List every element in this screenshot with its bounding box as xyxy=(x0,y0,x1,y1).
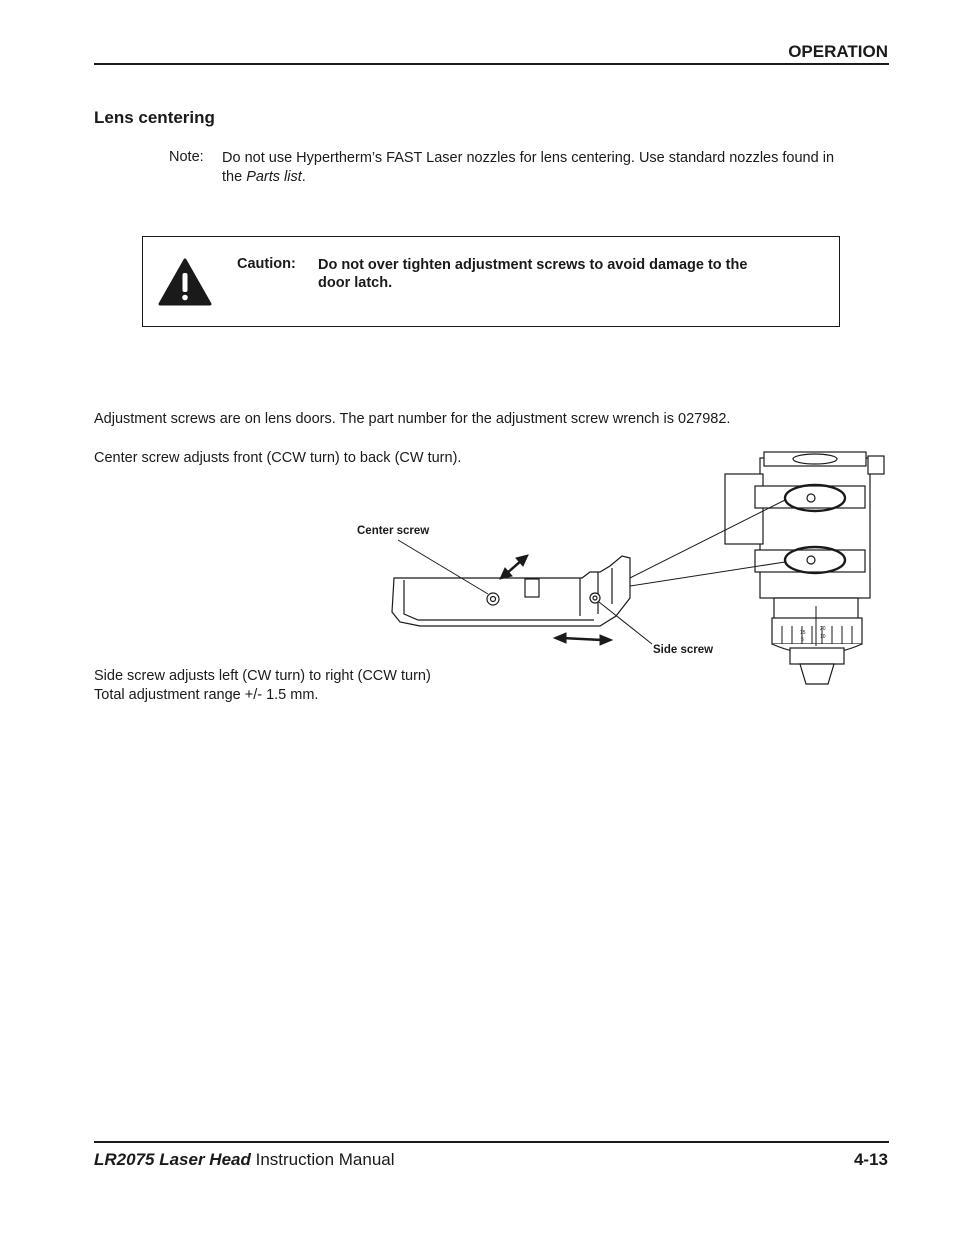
caution-line-2: door latch. xyxy=(318,275,393,291)
page-number: 4-13 xyxy=(853,1150,888,1169)
paragraph-center-screw: Center screw adjusts front (CCW turn) to back (CW turn). xyxy=(94,450,462,466)
paragraph-side-screw: Side screw adjusts left (CW turn) to right (CCW turn) xyxy=(94,668,431,684)
scale-label-15: 15 xyxy=(800,630,806,636)
scale-label-20: 20 xyxy=(820,626,826,632)
note-line-1: Do not use Hypertherm’s FAST Laser nozzles for lens centering. Use standard nozzles found in xyxy=(222,150,835,166)
side-screw-label: Side screw xyxy=(653,644,714,656)
caution-line-1: Do not over tighten adjustment screws to avoid damage to the xyxy=(318,257,748,273)
footer-manual: Instruction Manual xyxy=(255,1150,395,1169)
center-screw-label: Center screw xyxy=(357,525,430,537)
paragraph-adjustment-range: Total adjustment range +/- 1.5 mm. xyxy=(94,687,319,703)
footer-rule xyxy=(94,1141,889,1143)
section-title: OPERATION xyxy=(788,42,888,61)
note-line-2: the Parts list. xyxy=(222,169,306,185)
paragraph-adjustment-screws: Adjustment screws are on lens doors. The part number for the adjustment screw wrench is 027982. xyxy=(94,411,731,427)
caution-text xyxy=(318,256,808,292)
note-label: Note: xyxy=(169,149,204,165)
warning-triangle-icon xyxy=(158,258,212,306)
scale-label-10: 10 xyxy=(820,634,826,640)
parts-list-reference: Parts list xyxy=(246,169,302,185)
page-heading: Lens centering xyxy=(94,108,215,127)
note-text xyxy=(222,149,862,187)
footer-title xyxy=(94,1150,395,1170)
footer-product: LR2075 Laser Head xyxy=(94,1150,251,1169)
caution-label: Caution: xyxy=(237,256,296,272)
scale-label-5: 5 xyxy=(801,637,804,643)
lens-door-figure xyxy=(357,448,900,698)
header-rule xyxy=(94,63,889,65)
